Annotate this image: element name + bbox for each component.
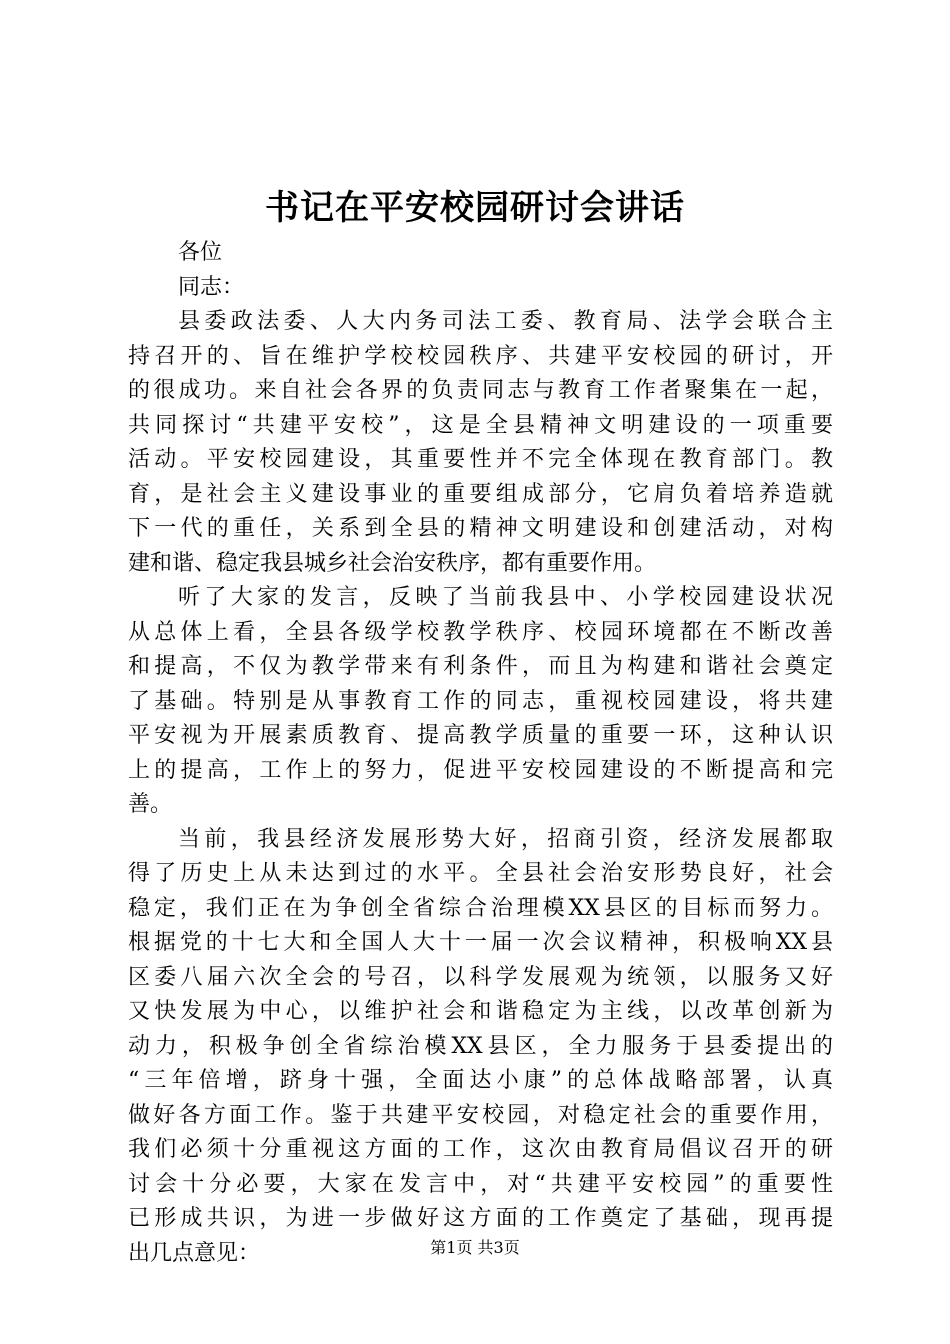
paragraph-line: 了基础。特别是从事教育工作的同志，重视校园建设，将共建 (128, 688, 833, 714)
paragraph-line: 根据党的十七大和全国人大十一届一次会议精神，积极响XX县 (128, 930, 833, 955)
paragraph-line: 做好各方面工作。鉴于共建平安校园，对稳定社会的重要作用， (128, 1102, 833, 1128)
paragraph-line: 动力，积极争创全省综治模XX县区，全力服务于县委提出的 (128, 1033, 833, 1059)
paragraph-line: 持召开的、旨在维护学校校园秩序、共建平安校园的研讨，开 (128, 343, 833, 369)
paragraph-line: 稳定，我们正在为争创全省综合治理模XX县区的目标而努力。 (128, 895, 833, 921)
salutation-line: 各位 (178, 240, 223, 265)
paragraph-line: 当前，我县经济发展形势大好，招商引资，经济发展都取 (178, 826, 833, 852)
page-footer: 第1页 共3页 (430, 1238, 520, 1257)
paragraph-line: 已形成共识，为进一步做好这方面的工作奠定了基础，现再提 (128, 1206, 833, 1231)
paragraph-line: 善。 (128, 792, 173, 817)
paragraph-line: 共同探讨“共建平安校”，这是全县精神文明建设的一项重要 (128, 412, 833, 438)
paragraph-line: 从总体上看，全县各级学校教学秩序、校园环境都在不断改善 (128, 619, 833, 645)
salutation-line: 同志： (178, 274, 245, 300)
document-body (128, 236, 833, 1271)
paragraph-line: “三年倍增，跻身十强，全面达小康”的总体战略部署，认真 (128, 1068, 833, 1093)
paragraph-line: 上的提高，工作上的努力，促进平安校园建设的不断提高和完 (128, 757, 833, 783)
paragraph-line: 我们必须十分重视这方面的工作，这次由教育局倡议召开的研 (128, 1137, 833, 1162)
paragraph-line: 县委政法委、人大内务司法工委、教育局、法学会联合主 (178, 309, 833, 334)
paragraph-line: 得了历史上从未达到过的水平。全县社会治安形势良好，社会 (128, 861, 833, 886)
paragraph-line: 出几点意见： (128, 1240, 261, 1266)
paragraph-line: 讨会十分必要，大家在发言中，对“共建平安校园”的重要性 (128, 1171, 833, 1197)
paragraph-line: 活动。平安校园建设，其重要性并不完全体现在教育部门。教 (128, 447, 833, 472)
paragraph-line: 下一代的重任，关系到全县的精神文明建设和创建活动，对构 (128, 516, 833, 541)
paragraph-line: 建和谐、稳定我县城乡社会治安秩序，都有重要作用。 (128, 550, 657, 576)
paragraph-line: 的很成功。来自社会各界的负责同志与教育工作者聚集在一起， (128, 378, 833, 403)
paragraph-line: 区委八届六次全会的号召，以科学发展观为统领，以服务又好 (128, 964, 833, 990)
paragraph-line: 又快发展为中心，以维护社会和谐稳定为主线，以改革创新为 (128, 999, 833, 1024)
page-title: 书记在平安校园研讨会讲话 (265, 188, 685, 228)
paragraph-line: 育，是社会主义建设事业的重要组成部分，它肩负着培养造就 (128, 481, 833, 507)
paragraph-line: 和提高，不仅为教学带来有利条件，而且为构建和谐社会奠定 (128, 654, 833, 679)
paragraph-line: 听了大家的发言，反映了当前我县中、小学校园建设状况 (178, 585, 833, 610)
paragraph-line: 平安视为开展素质教育、提高教学质量的重要一环，这种认识 (128, 723, 833, 748)
